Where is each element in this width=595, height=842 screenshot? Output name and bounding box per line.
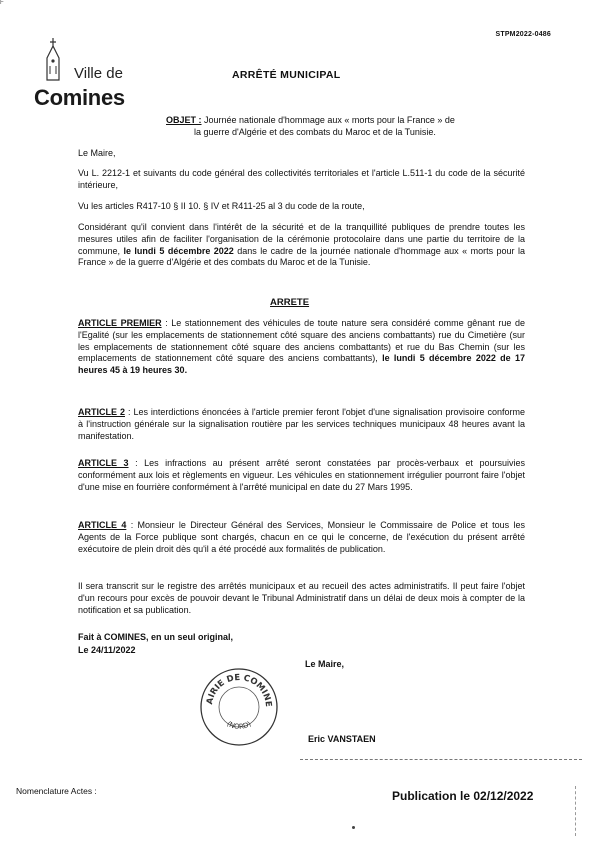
nomenclature-label: Nomenclature Actes :	[16, 786, 97, 796]
signatory-name: Eric VANSTAEN	[308, 734, 376, 744]
scan-margin-dots	[575, 786, 580, 836]
publication-date: Publication le 02/12/2022	[392, 789, 534, 803]
considering-date: le lundi 5 décembre 2022	[123, 245, 234, 256]
done-at: Fait à COMINES, en un seul original,	[78, 632, 234, 642]
considering-text-1: Considérant qu'il convient dans l'intérêt de la sécurité et de la tranquillité publiques de prendre toutes les mesures utiles afin de faciliter l'organisation de la cérémonie protocolaire dans une partie du territoire de la commune,	[78, 222, 525, 256]
decree-heading: ARRETE	[270, 297, 310, 308]
stamp-top-text: AIRIE DE COMINE	[205, 672, 274, 708]
signature-title: Le Maire,	[305, 659, 345, 669]
svg-text:(NORD)	[225, 720, 252, 731]
subject-line-1: Journée nationale d'hommage aux « morts pour la France » de	[204, 115, 455, 125]
article-3-text: : Les infractions au présent arrêté seront constatées par procès-verbaux et poursuivies conformément aux lois et règlements en vigueur. Les véhicules en stationnement irrégulier pourront faire l'objet d'une mise en fourrière conformément à l'arrêté municipal en date du 27 Mars 1995.	[78, 458, 525, 492]
town-hall-stamp	[198, 666, 280, 748]
svg-text:MAIRIE DE COMINES	[198, 666, 273, 708]
logo-text-comines: Comines	[34, 85, 125, 110]
considering-text-2: dans le cadre de la journée nationale d'hommage aux « morts pour la France » de la guerre d'Algérie et des combats du Maroc et de la Tunisie.	[78, 245, 525, 268]
scan-edge-mark: F	[0, 0, 4, 6]
article-4	[78, 520, 525, 555]
scan-dot	[352, 826, 355, 829]
legal-basis-1: Vu L. 2212-1 et suivants du code général des collectivités territoriales et l'article L.511-1 du code de la sécurité intérieure,	[78, 168, 525, 190]
city-logo	[34, 36, 144, 112]
article-4-text: : Monsieur le Directeur Général des Services, Monsieur le Commissaire de Police et tous les Agents de la Force publique sont chargés, chacun en ce qui le concerne, de l'exécution du présent arrêté exécutoire de plein droit dès qu'il a été procédé aux formalités de publication.	[78, 520, 525, 554]
subject-label: OBJET :	[166, 115, 202, 125]
considering-paragraph	[78, 222, 525, 269]
article-1-text: : Le stationnement des véhicules de toute nature sera considéré comme gênant rue de l'Egalité (sur les emplacements de stationnement côté square des anciens combattants) rue du Cimetière (sur les emplacements de stationnement côté square des anciens combattants) et rue du Bas Chemin (sur les emplacements de stationnement côté square des anciens combattants),	[78, 318, 525, 364]
mayor-heading: Le Maire,	[78, 148, 116, 158]
article-1-date: le lundi 5 décembre 2022 de 17 heures 45 à 19 heures 30.	[78, 353, 525, 376]
document-title: ARRÊTÉ MUNICIPAL	[232, 69, 341, 81]
legal-basis-2: Vu les articles R417-10 § II 10. § IV et R411-25 al 3 du code de la route,	[78, 201, 365, 211]
article-3-label: ARTICLE 3	[78, 458, 129, 468]
article-2	[78, 407, 525, 442]
decree-date: Le 24/11/2022	[78, 645, 136, 655]
logo-text-ville: Ville de	[74, 65, 123, 82]
church-spire-icon	[38, 36, 68, 82]
stamp-bottom-text: (NORD)	[225, 719, 253, 732]
article-2-text: : Les interdictions énoncées à l'article premier feront l'objet d'une signalisation provisoire conforme à l'instruction générale sur la signalisation routière par les services techniques municipaux 48 heures avant la manifestation.	[78, 407, 525, 441]
transcription-paragraph: Il sera transcrit sur le registre des arrêtés municipaux et au recueil des actes administratifs. Il peut faire l'objet d'un recours pour excès de pouvoir devant le Tribunal Administratif dans un délai de deux mois à compter de la notification et sa publication.	[78, 581, 525, 615]
article-3	[78, 458, 525, 493]
stamp-seal-icon	[198, 666, 280, 748]
subject-line-2: la guerre d'Algérie et des combats du Maroc et de la Tunisie.	[194, 127, 436, 137]
article-2-label: ARTICLE 2	[78, 407, 125, 417]
article-4-label: ARTICLE 4	[78, 520, 127, 530]
footer-divider	[300, 759, 582, 760]
document-reference: STPM2022-0486	[495, 31, 551, 38]
subject-block	[166, 114, 526, 138]
article-1-label: ARTICLE PREMIER	[78, 318, 162, 328]
article-1	[78, 318, 525, 377]
